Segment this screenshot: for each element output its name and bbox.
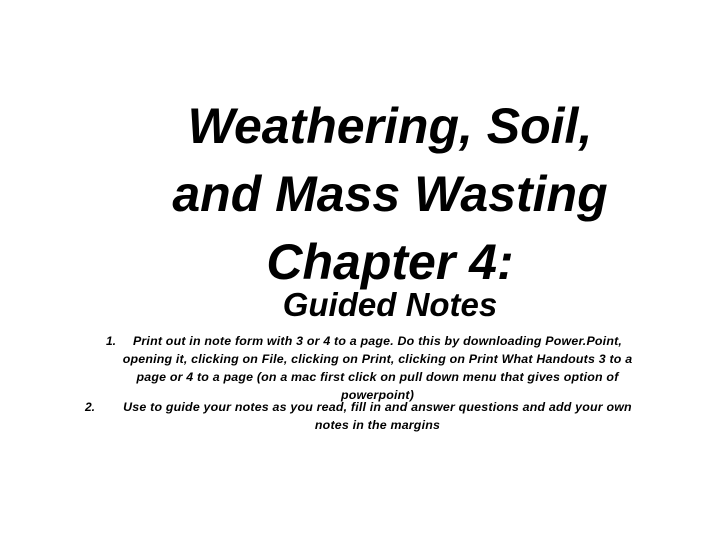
note-text-2: Use to guide your notes as you read, fill in and answer questions and add your own notes in the margins bbox=[123, 400, 632, 432]
slide-title bbox=[90, 92, 690, 296]
title-line-1: Weathering, Soil, bbox=[187, 98, 593, 154]
note-text-1: Print out in note form with 3 or 4 to a page. Do this by downloading Power.Point, opening it, clicking on File, clicking on Print, clicking on Print What Handouts 3 to a page or 4 to a page (on a mac first click on pull down menu that gives option of powerpoint) bbox=[122, 334, 633, 402]
title-line-2: and Mass Wasting bbox=[172, 166, 608, 222]
note-number-1: 1. bbox=[106, 334, 117, 348]
slide-subtitle: Guided Notes bbox=[282, 286, 498, 323]
note-number-2: 2. bbox=[85, 400, 96, 414]
title-line-3: Chapter 4: bbox=[266, 234, 514, 290]
